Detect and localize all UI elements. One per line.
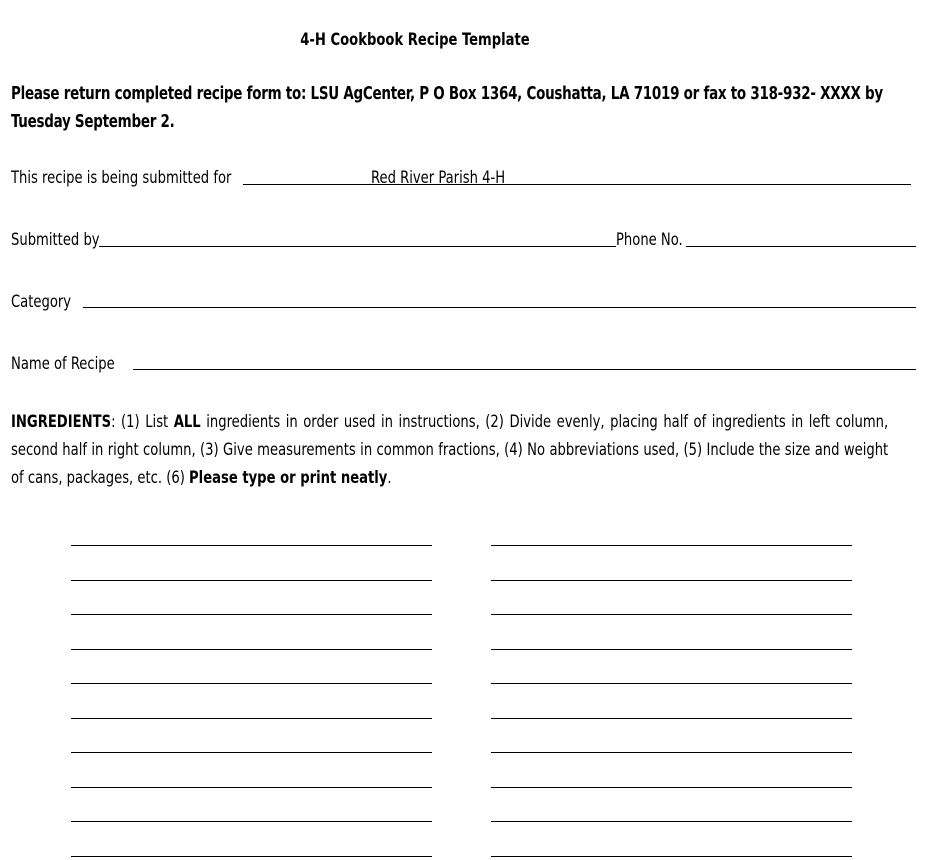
recipe-name-label: Name of Recipe <box>11 354 115 374</box>
submitted-by-label: Submitted by <box>11 230 100 250</box>
ingredient-line[interactable] <box>71 683 432 684</box>
phone-line[interactable] <box>686 246 916 247</box>
phone-label: Phone No. <box>616 230 683 250</box>
ingredient-line[interactable] <box>71 718 432 719</box>
submitted-for-value[interactable]: Red River Parish 4-H <box>371 168 506 188</box>
category-row <box>11 288 916 312</box>
return-notice <box>11 80 941 136</box>
submitted-by-row <box>11 226 916 250</box>
recipe-name-line[interactable] <box>133 369 916 370</box>
ingredient-line[interactable] <box>71 580 432 581</box>
ingredients-heading: INGREDIENTS <box>11 412 112 432</box>
instructions-part-2: ingredients in order used in instructions, (2) Divide evenly, placing half of ingredients in left column, second half in right column, (3) Give measurements in common fractions, (4) No abbreviations used, (5) Include the size and weight of cans, packages, etc. (6) <box>11 412 889 488</box>
ingredient-line[interactable] <box>491 545 852 546</box>
instructions-part-3: . <box>387 468 392 488</box>
ingredient-line[interactable] <box>491 856 852 857</box>
ingredient-line[interactable] <box>491 580 852 581</box>
recipe-name-row <box>11 350 916 374</box>
emphasis-all: ALL <box>173 412 201 432</box>
ingredient-line[interactable] <box>71 752 432 753</box>
category-line[interactable] <box>83 307 916 308</box>
ingredient-line[interactable] <box>71 614 432 615</box>
submitted-for-label: This recipe is being submitted for <box>11 168 232 188</box>
ingredient-line[interactable] <box>491 649 852 650</box>
return-notice-text: Please return completed recipe form to: LSU AgCenter, P O Box 1364, Coushatta, LA 71019 or fax to 318-932- XXXX by Tuesday September 2. <box>11 84 883 132</box>
submitted-by-line[interactable] <box>99 246 616 247</box>
category-label: Category <box>11 292 72 312</box>
ingredient-line[interactable] <box>491 718 852 719</box>
instructions-part-1: : (1) List <box>111 412 174 432</box>
submitted-for-row <box>11 164 916 188</box>
ingredient-line[interactable] <box>491 787 852 788</box>
form-title: 4-H Cookbook Recipe Template <box>300 30 530 50</box>
ingredient-line[interactable] <box>71 649 432 650</box>
ingredient-line[interactable] <box>491 683 852 684</box>
ingredient-line[interactable] <box>71 856 432 857</box>
submitted-for-line[interactable] <box>243 184 911 185</box>
ingredients-instructions <box>11 408 888 492</box>
ingredient-line[interactable] <box>491 752 852 753</box>
ingredient-line[interactable] <box>71 821 432 822</box>
emphasis-print-neatly: Please type or print neatly <box>189 468 388 488</box>
ingredient-line[interactable] <box>491 614 852 615</box>
ingredient-line[interactable] <box>71 545 432 546</box>
ingredient-line[interactable] <box>491 821 852 822</box>
ingredient-line[interactable] <box>71 787 432 788</box>
